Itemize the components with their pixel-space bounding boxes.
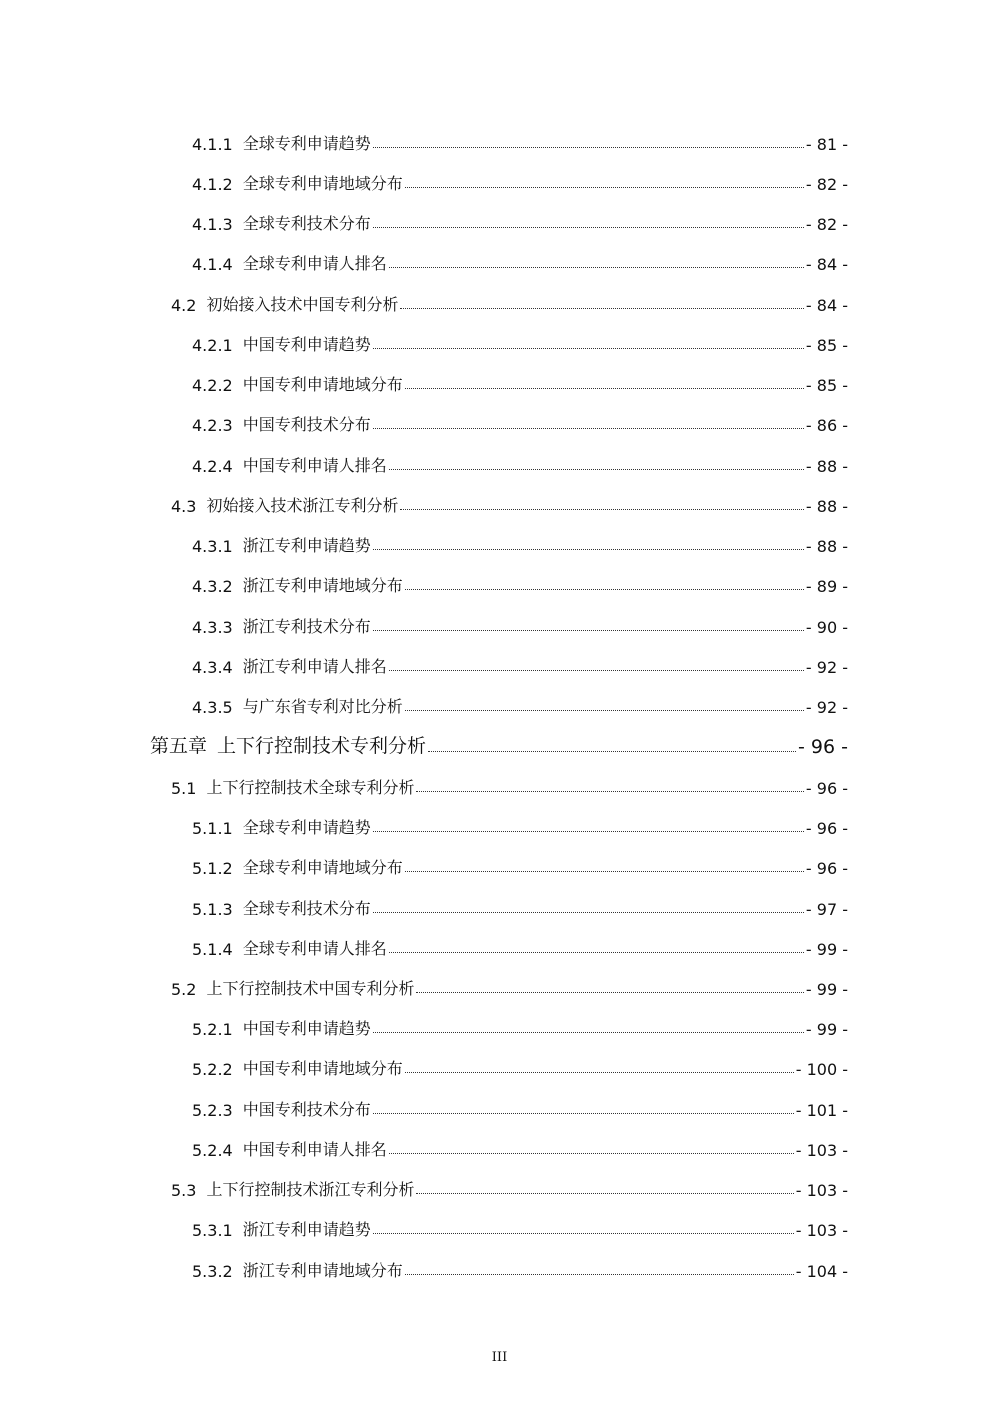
dot-leader [400, 307, 803, 309]
dot-leader [405, 387, 804, 389]
toc-entry-number: 4.2.4 [192, 457, 233, 476]
toc-entry-number: 5.1.1 [192, 819, 233, 838]
dot-leader [373, 226, 804, 228]
dot-leader [405, 1273, 794, 1275]
toc-chapter-entry[interactable] [0, 728, 999, 758]
toc-entry-page: - 96 - [798, 736, 848, 758]
toc-entry-title: 中国专利技术分布 [242, 1100, 371, 1119]
toc-entry-number: 5.1 [171, 779, 197, 798]
dot-leader [373, 629, 804, 631]
dot-leader [389, 951, 804, 953]
toc-entry-page: - 97 - [805, 900, 848, 919]
toc-entry-page: - 96 - [805, 819, 848, 838]
toc-entry-number: 4.3.2 [192, 577, 233, 596]
dot-leader [373, 146, 804, 148]
toc-entry[interactable] [0, 848, 999, 878]
toc-entry-number: 4.3.1 [192, 537, 233, 556]
dot-leader [400, 508, 803, 510]
toc-entry-page: - 82 - [805, 175, 848, 194]
dot-leader [405, 870, 804, 872]
toc-entry-number: 4.3.4 [192, 658, 233, 677]
toc-entry-number: 4.3.5 [192, 698, 233, 717]
toc-entry[interactable] [0, 969, 999, 999]
toc-entry-page: - 101 - [795, 1101, 848, 1120]
toc-entry-number: 第五章 [150, 735, 208, 757]
toc-entry-title: 全球专利申请趋势 [242, 818, 371, 837]
dot-leader [373, 911, 804, 913]
toc-entry-number: 4.1.4 [192, 255, 233, 274]
page-number-footer: III [491, 1350, 508, 1365]
dot-leader [373, 1232, 794, 1234]
toc-entry-number: 4.2.3 [192, 416, 233, 435]
toc-entry-page: - 96 - [805, 859, 848, 878]
toc-entry-title: 全球专利申请地域分布 [242, 858, 403, 877]
toc-entry-page: - 92 - [805, 698, 848, 717]
toc-entry-number: 5.2.2 [192, 1060, 233, 1079]
toc-entry-title: 上下行控制技术专利分析 [217, 735, 427, 757]
toc-entry[interactable] [0, 285, 999, 315]
toc-entry[interactable] [0, 486, 999, 516]
toc-entry-title: 浙江专利申请人排名 [242, 657, 387, 676]
toc-entry[interactable] [0, 1130, 999, 1160]
dot-leader [373, 427, 804, 429]
toc-entry[interactable] [0, 164, 999, 194]
toc-entry-title: 全球专利技术分布 [242, 214, 371, 233]
dot-leader [389, 266, 804, 268]
toc-entry-title: 全球专利申请人排名 [242, 939, 387, 958]
toc-entry-number: 4.1.2 [192, 175, 233, 194]
toc-entry-number: 5.2 [171, 980, 197, 999]
dot-leader [428, 750, 796, 752]
dot-leader [373, 548, 804, 550]
toc-entry[interactable] [0, 808, 999, 838]
dot-leader [373, 1031, 804, 1033]
toc-entry-title: 全球专利技术分布 [242, 899, 371, 918]
toc-entry-title: 中国专利申请人排名 [242, 1140, 387, 1159]
toc-entry-number: 4.3.3 [192, 618, 233, 637]
toc-entry-title: 上下行控制技术全球专利分析 [206, 778, 415, 797]
toc-entry[interactable] [0, 244, 999, 274]
dot-leader [389, 669, 804, 671]
dot-leader [389, 468, 804, 470]
toc-entry-page: - 103 - [795, 1141, 848, 1160]
toc-entry-page: - 99 - [805, 940, 848, 959]
toc-entry-page: - 84 - [805, 255, 848, 274]
toc-entry-number: 5.3 [171, 1181, 197, 1200]
dot-leader [373, 830, 804, 832]
toc-entry-number: 4.1.3 [192, 215, 233, 234]
toc-entry-title: 中国专利技术分布 [242, 415, 371, 434]
toc-entry-number: 5.3.2 [192, 1262, 233, 1281]
toc-entry-title: 浙江专利申请趋势 [242, 536, 371, 555]
toc-entry-page: - 89 - [805, 577, 848, 596]
toc-entry-page: - 81 - [805, 135, 848, 154]
dot-leader [416, 991, 803, 993]
toc-entry-page: - 85 - [805, 376, 848, 395]
toc-entry-title: 浙江专利申请地域分布 [242, 1261, 403, 1280]
toc-entry-page: - 99 - [805, 980, 848, 999]
toc-entry-page: - 88 - [805, 497, 848, 516]
dot-leader [405, 709, 804, 711]
toc-entry[interactable] [0, 124, 999, 154]
toc-entry-page: - 90 - [805, 618, 848, 637]
toc-entry-page: - 88 - [805, 537, 848, 556]
toc-entry[interactable] [0, 1090, 999, 1120]
toc-entry-page: - 100 - [795, 1060, 848, 1079]
toc-entry-title: 中国专利申请地域分布 [242, 1059, 403, 1078]
toc-entry-page: - 82 - [805, 215, 848, 234]
toc-entry[interactable] [0, 889, 999, 919]
toc-entry[interactable] [0, 1210, 999, 1240]
toc-entry-page: - 103 - [795, 1221, 848, 1240]
toc-entry[interactable] [0, 929, 999, 959]
toc-entry-page: - 88 - [805, 457, 848, 476]
dot-leader [373, 1112, 794, 1114]
toc-entry-number: 4.1.1 [192, 135, 233, 154]
toc-entry[interactable] [0, 446, 999, 476]
toc-entry-title: 浙江专利申请趋势 [242, 1220, 371, 1239]
toc-entry[interactable] [0, 325, 999, 355]
toc-entry-number: 4.3 [171, 497, 197, 516]
toc-entry-title: 初始接入技术浙江专利分析 [206, 496, 399, 515]
dot-leader [416, 1192, 793, 1194]
toc-entry-title: 中国专利申请趋势 [242, 1019, 371, 1038]
toc-entry[interactable] [0, 526, 999, 556]
toc-entry[interactable] [0, 1009, 999, 1039]
dot-leader [405, 186, 804, 188]
toc-entry-page: - 103 - [795, 1181, 848, 1200]
toc-entry-title: 浙江专利申请地域分布 [242, 576, 403, 595]
toc-entry-number: 4.2.1 [192, 336, 233, 355]
toc-entry[interactable] [0, 566, 999, 596]
toc-entry-title: 全球专利申请趋势 [242, 134, 371, 153]
toc-entry-title: 浙江专利技术分布 [242, 617, 371, 636]
toc-entry-page: - 84 - [805, 296, 848, 315]
toc-entry[interactable] [0, 405, 999, 435]
toc-entry-title: 中国专利申请人排名 [242, 456, 387, 475]
toc-entry[interactable] [0, 365, 999, 395]
toc-entry[interactable] [0, 687, 999, 717]
toc-entry-page: - 99 - [805, 1020, 848, 1039]
toc-entry-number: 5.1.2 [192, 859, 233, 878]
toc-entry-title: 上下行控制技术浙江专利分析 [206, 1180, 415, 1199]
toc-entry-title: 上下行控制技术中国专利分析 [206, 979, 415, 998]
dot-leader [373, 347, 804, 349]
toc-entry-number: 5.2.4 [192, 1141, 233, 1160]
toc-entry-title: 全球专利申请人排名 [242, 254, 387, 273]
dot-leader [416, 790, 803, 792]
toc-entry-title: 中国专利申请趋势 [242, 335, 371, 354]
toc-entry[interactable] [0, 1170, 999, 1200]
toc-entry-number: 4.2 [171, 296, 197, 315]
toc-entry[interactable] [0, 607, 999, 637]
dot-leader [405, 588, 804, 590]
toc-entry-number: 5.1.4 [192, 940, 233, 959]
toc-entry-title: 中国专利申请地域分布 [242, 375, 403, 394]
toc-entry[interactable] [0, 1251, 999, 1281]
toc-entry-page: - 92 - [805, 658, 848, 677]
toc-entry-number: 5.3.1 [192, 1221, 233, 1240]
toc-entry-number: 5.2.3 [192, 1101, 233, 1120]
toc-entry-number: 4.2.2 [192, 376, 233, 395]
toc-entry[interactable] [0, 1049, 999, 1079]
toc-entry-page: - 85 - [805, 336, 848, 355]
toc-entry-number: 5.1.3 [192, 900, 233, 919]
dot-leader [389, 1152, 794, 1154]
toc-entry-page: - 86 - [805, 416, 848, 435]
toc-entry-page: - 96 - [805, 779, 848, 798]
dot-leader [405, 1071, 794, 1073]
toc-entry-title: 初始接入技术中国专利分析 [206, 295, 399, 314]
toc-entry-number: 5.2.1 [192, 1020, 233, 1039]
toc-entry-title: 全球专利申请地域分布 [242, 174, 403, 193]
toc-entry[interactable] [0, 768, 999, 798]
toc-entry[interactable] [0, 204, 999, 234]
toc-entry-title: 与广东省专利对比分析 [242, 697, 403, 716]
toc-entry-page: - 104 - [795, 1262, 848, 1281]
toc-entry[interactable] [0, 647, 999, 677]
